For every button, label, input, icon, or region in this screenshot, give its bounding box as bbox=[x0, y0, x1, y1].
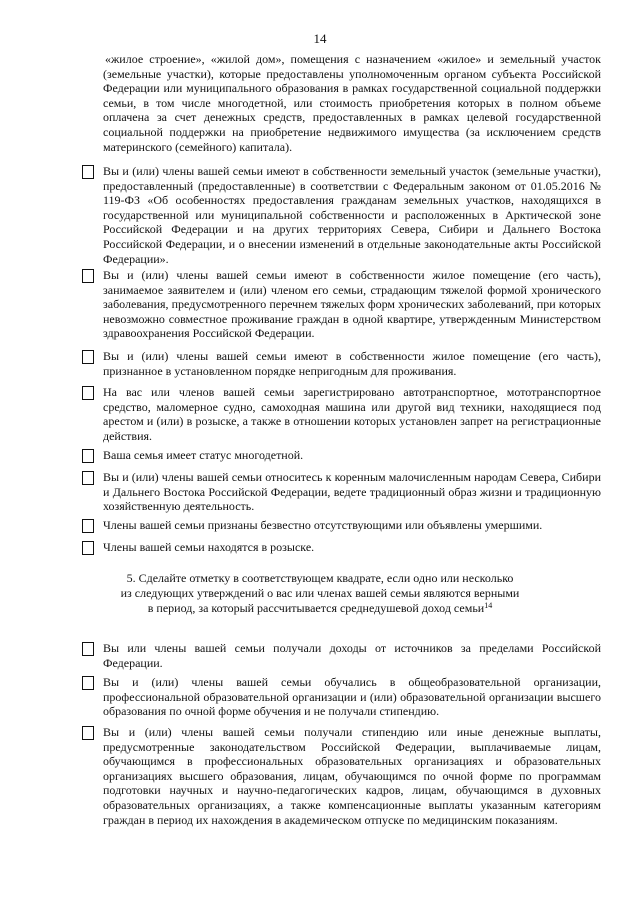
statement-checkbox[interactable] bbox=[82, 726, 94, 740]
statement-checkbox[interactable] bbox=[82, 519, 94, 533]
statement-checkbox[interactable] bbox=[82, 165, 94, 179]
statement-checkbox[interactable] bbox=[82, 642, 94, 656]
statement-checkbox[interactable] bbox=[82, 449, 94, 463]
section-5-heading-text: 5. Сделайте отметку в соответствующем квадрате, если одно или несколько из следующих утверждений о вас или членах вашей семьи являются верными в период, за который рассчитывается среднедушевой доход семьи bbox=[120, 571, 520, 615]
statement-checkbox[interactable] bbox=[82, 471, 94, 485]
statement-checkbox[interactable] bbox=[82, 386, 94, 400]
footnote-ref: 14 bbox=[484, 600, 493, 610]
statement-text: Вы и (или) члены вашей семьи обучались в общеобразовательной организации, профессиональной образовательной организации и (или) образовательной организации высшего образования по очной форме обучения и не получали стипендию. bbox=[103, 675, 601, 719]
statement-checkbox[interactable] bbox=[82, 350, 94, 364]
statement-text: Вы и (или) члены вашей семьи имеют в собственности жилое помещение (его часть), признанное в установленном порядке непригодным для проживания. bbox=[103, 349, 601, 378]
statement-text: Ваша семья имеет статус многодетной. bbox=[103, 448, 304, 462]
statement-text: Члены вашей семьи признаны безвестно отсутствующими или объявлены умершими. bbox=[103, 518, 543, 532]
section-5-heading bbox=[120, 571, 520, 615]
lead-paragraph: «жилое строение», «жилой дом», помещения с назначением «жилое» и земельный участок (земельные участки), которые предоставлены уполномоченным органом субъекта Российской Федерации или муниципального образования в рамках государственной социальной поддержки семьи, в том числе многодетной, или стоимость приобретения которых в полном объеме оплачена за счет денежных средств, предоставленных в рамках целевой государственной социальной поддержки на приобретение недвижимого имущества (за исключением средств материнского (семейного) капитала). bbox=[103, 52, 601, 154]
statement-text: Члены вашей семьи находятся в розыске. bbox=[103, 540, 315, 554]
statement-text: Вы и (или) члены вашей семьи имеют в собственности жилое помещение (его часть), занимаемое заявителем и (или) членом его семьи, страдающим тяжелой формой хронического заболевания, предусмотренного перечнем тяжелых форм хронических заболеваний, при которых невозможно совместное проживание граждан в одной квартире, утвержденным Министерством здравоохранения Российской Федерации. bbox=[103, 268, 601, 341]
statement-text: Вы и (или) члены вашей семьи имеют в собственности земельный участок (земельные участки), предоставленный (предоставленные) в соответствии с Федеральным законом от 01.05.2016 № 119-ФЗ «Об особенностях предоставления гражданам земельных участков, находящихся в государственной или муниципальной собственности и расположенных в Арктической зоне Российской Федерации и на других территориях Севера, Сибири и Дальнего Востока Российской Федерации, и о внесении изменений в отдельные законодательные акты Российской Федерации». bbox=[103, 164, 601, 266]
statement-text: На вас или членов вашей семьи зарегистрировано автотранспортное, мототранспортное средство, маломерное судно, самоходная машина или другой вид техники, находящиеся под арестом и (или) в розыске, а также в отношении которых установлен запрет на регистрационные действия. bbox=[103, 385, 601, 443]
page-number: 14 bbox=[313, 31, 327, 46]
statement-checkbox[interactable] bbox=[82, 676, 94, 690]
statement-text: Вы или члены вашей семьи получали доходы от источников за пределами Российской Федерации. bbox=[103, 641, 601, 670]
statement-text: Вы и (или) члены вашей семьи получали стипендию или иные денежные выплаты, предусмотренные законодательством Российской Федерации, выплачиваемые лицам, обучающимся в профессиональных образовательных организациях и образовательных организациях высшего образования, лицам, обучающимся по очной форме по программам подготовки научных и научно-педагогических кадров, лицам, обучающимся в духовных образовательных организациях, а также компенсационные выплаты указанным категориям граждан в период их нахождения в академическом отпуске по медицинским показаниям. bbox=[103, 725, 601, 827]
statement-checkbox[interactable] bbox=[82, 541, 94, 555]
statement-text: Вы и (или) члены вашей семьи относитесь к коренным малочисленным народам Севера, Сибири и Дальнего Востока Российской Федерации, ведете традиционный образ жизни и традиционную хозяйственную деятельность. bbox=[103, 470, 601, 514]
statement-checkbox[interactable] bbox=[82, 269, 94, 283]
